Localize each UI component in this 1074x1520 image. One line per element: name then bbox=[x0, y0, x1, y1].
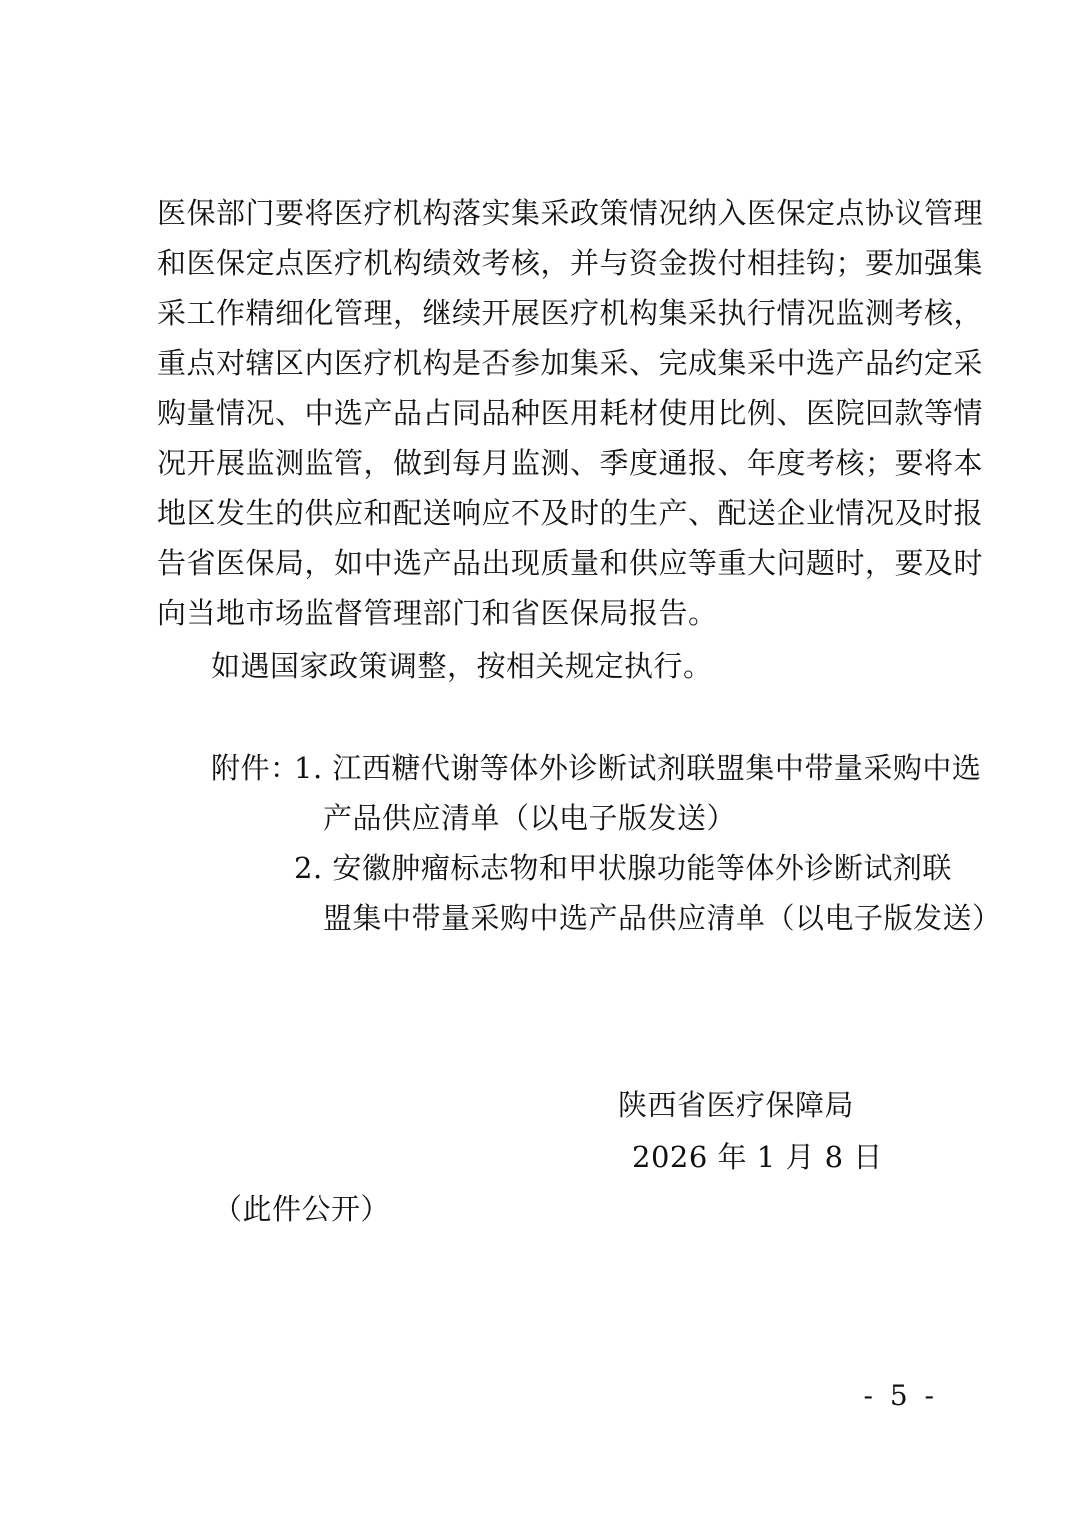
paragraph-line-4: 重点对辖区内医疗机构是否参加集采、完成集采中选产品约定采 bbox=[157, 346, 984, 380]
policy-adjustment-note: 如遇国家政策调整，按相关规定执行。 bbox=[211, 649, 713, 683]
paragraph-line-3: 采工作精细化管理，继续开展医疗机构集采执行情况监测考核， bbox=[157, 296, 984, 330]
paragraph-line-8: 告省医保局，如中选产品出现质量和供应等重大问题时，要及时 bbox=[157, 546, 984, 580]
paragraph-line-7: 地区发生的供应和配送响应不及时的生产、配送企业情况及时报 bbox=[157, 496, 984, 530]
attachment-1-line-2: 产品供应清单（以电子版发送） bbox=[323, 801, 737, 835]
paragraph-line-6: 况开展监测监管，做到每月监测、季度通报、年度考核；要将本 bbox=[157, 446, 984, 480]
issue-date: 2026 年 1 月 8 日 bbox=[632, 1140, 883, 1174]
attachment-1-line-1: 1. 江西糖代谢等体外诊断试剂联盟集中带量采购中选 bbox=[294, 751, 982, 785]
paragraph-line-9: 向当地市场监督管理部门和省医保局报告。 bbox=[157, 596, 718, 630]
disclosure-note: （此件公开） bbox=[213, 1192, 391, 1226]
paragraph-line-1: 医保部门要将医疗机构落实集采政策情况纳入医保定点协议管理 bbox=[157, 196, 984, 230]
attachment-2-line-2: 盟集中带量采购中选产品供应清单（以电子版发送） bbox=[323, 901, 1002, 935]
paragraph-line-5: 购量情况、中选产品占同品种医用耗材使用比例、医院回款等情 bbox=[157, 396, 984, 430]
issuer-name: 陕西省医疗保障局 bbox=[618, 1088, 855, 1122]
paragraph-line-2: 和医保定点医疗机构绩效考核，并与资金拨付相挂钩；要加强集 bbox=[157, 246, 984, 280]
attachment-2-line-1: 2. 安徽肿瘤标志物和甲状腺功能等体外诊断试剂联 bbox=[294, 851, 952, 885]
attachments-label: 附件： bbox=[211, 751, 300, 785]
page-number: - 5 - bbox=[863, 1379, 938, 1412]
